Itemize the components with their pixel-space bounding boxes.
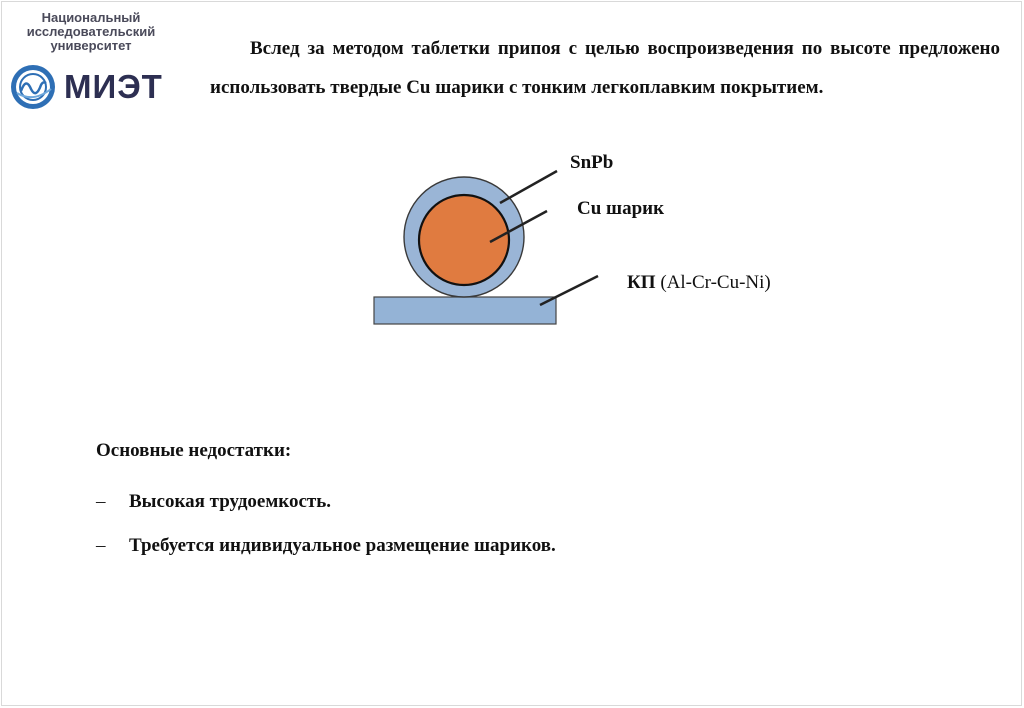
label-kp-name: КП: [627, 272, 656, 293]
bullet-dash: –: [96, 535, 106, 556]
logo-line-3: университет: [50, 38, 132, 53]
drawbacks-title: Основные недостатки:: [96, 440, 292, 461]
contact-pad: [374, 297, 556, 324]
label-kp-composition: (Al-Cr-Cu-Ni): [660, 272, 771, 293]
logo-name: МИЭТ: [64, 68, 163, 105]
drawback-text-1: Высокая трудоемкость.: [129, 491, 332, 512]
label-kp: [627, 272, 771, 294]
label-snpb: SnPb: [570, 152, 614, 173]
list-item: [96, 532, 556, 576]
label-cu-ball: Cu шарик: [577, 198, 665, 219]
drawback-text-2: Требуется индивидуальное размещение шариков.: [129, 535, 556, 556]
bullet-dash: –: [96, 491, 106, 512]
list-item: [96, 488, 556, 532]
leader-kp: [540, 276, 598, 305]
logo-line-2: исследовательский: [26, 24, 156, 39]
logo-line-1: Национальный: [41, 10, 141, 25]
drawbacks-list: [96, 488, 556, 576]
leader-snpb: [500, 171, 557, 203]
intro-paragraph: Вслед за методом таблетки припоя с целью воспроизведения по высоте предложено использовать твердые Cu шарики с тонким легкоплавким покрытием.: [210, 38, 1000, 98]
